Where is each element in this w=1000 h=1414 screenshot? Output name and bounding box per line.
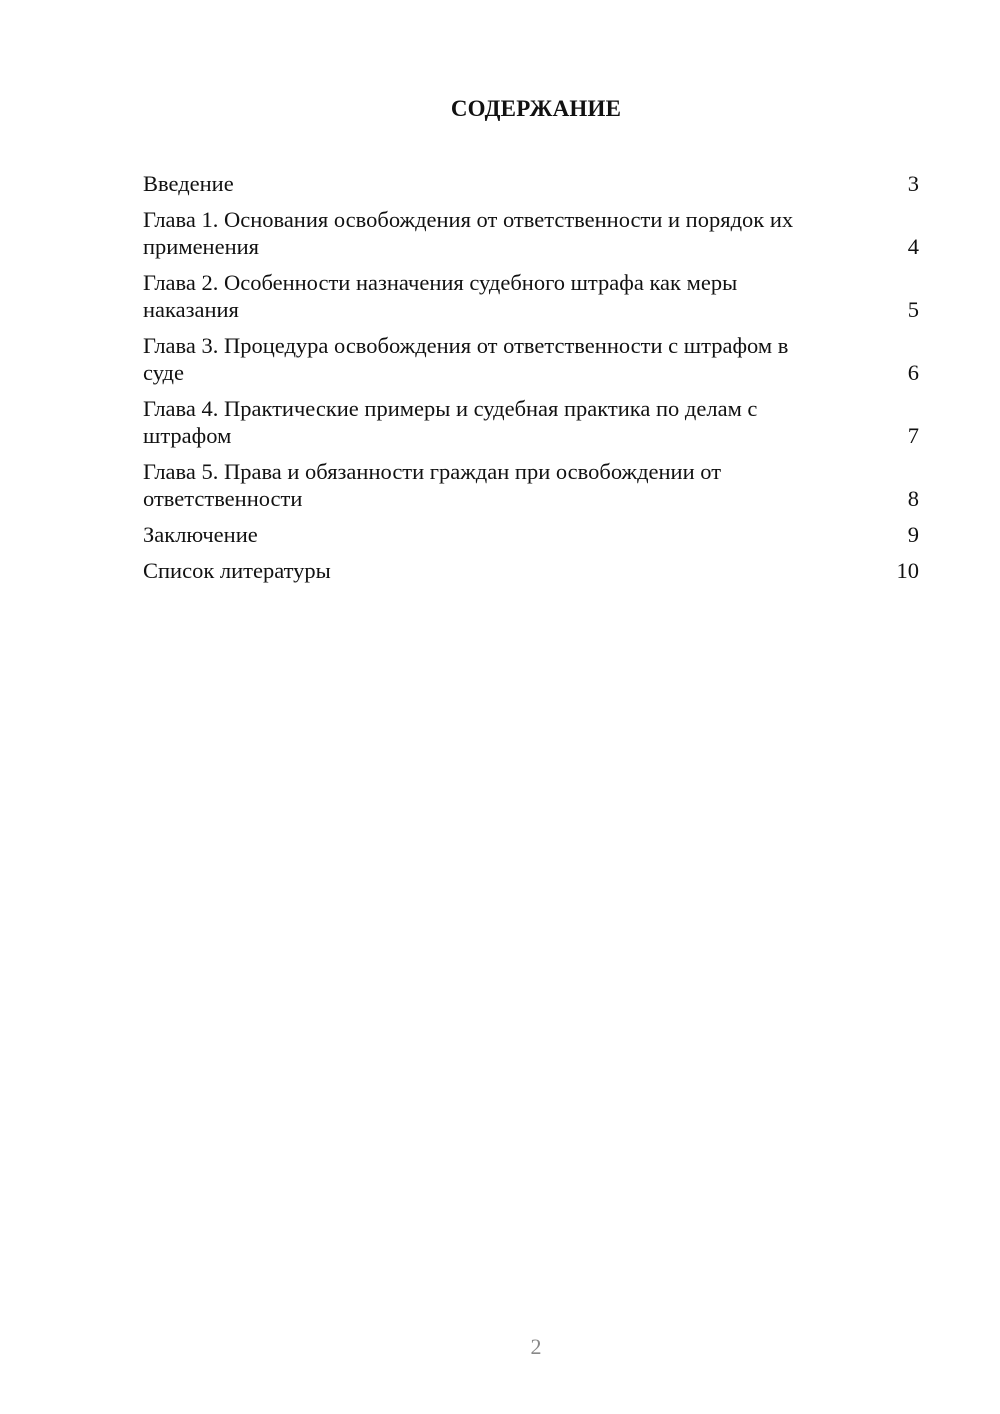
toc-entry-page: 6 — [907, 360, 919, 385]
page-number: 2 — [530, 1334, 542, 1359]
toc-entry-page: 7 — [907, 423, 919, 448]
toc-entry-text: Список литературы — [143, 558, 331, 583]
toc-entry-chapter-1 — [143, 206, 919, 260]
toc-entry-page: 5 — [907, 297, 919, 322]
toc-entry-page: 10 — [896, 558, 919, 583]
toc-entry-bibliography — [143, 557, 919, 584]
toc-entry-text: Глава 4. Практические примеры и судебная практика по делам с штрафом — [143, 396, 758, 448]
toc-entry-text: Глава 3. Процедура освобождения от ответственности с штрафом в суде — [143, 333, 789, 385]
toc-entry-page: 4 — [907, 234, 919, 259]
toc-entry-introduction — [143, 170, 919, 197]
toc-entry-page: 8 — [907, 486, 919, 511]
toc-entry-chapter-4 — [143, 395, 919, 449]
toc-entry-chapter-2 — [143, 269, 919, 323]
toc-entry-text: Глава 2. Особенности назначения судебного штрафа как меры наказания — [143, 270, 738, 322]
toc-entry-text: Заключение — [143, 522, 258, 547]
toc-entry-chapter-3 — [143, 332, 919, 386]
toc-entry-chapter-5 — [143, 458, 919, 512]
toc-entry-text: Глава 5. Права и обязанности граждан при освобождении от ответственности — [143, 459, 722, 511]
toc-entry-page: 9 — [907, 522, 919, 547]
table-of-contents — [143, 170, 919, 593]
toc-entry-page: 3 — [907, 171, 919, 196]
toc-entry-text: Глава 1. Основания освобождения от ответственности и порядок их применения — [143, 207, 794, 259]
toc-entry-text: Введение — [143, 171, 234, 196]
toc-entry-conclusion — [143, 521, 919, 548]
page-title: СОДЕРЖАНИЕ — [450, 96, 622, 121]
